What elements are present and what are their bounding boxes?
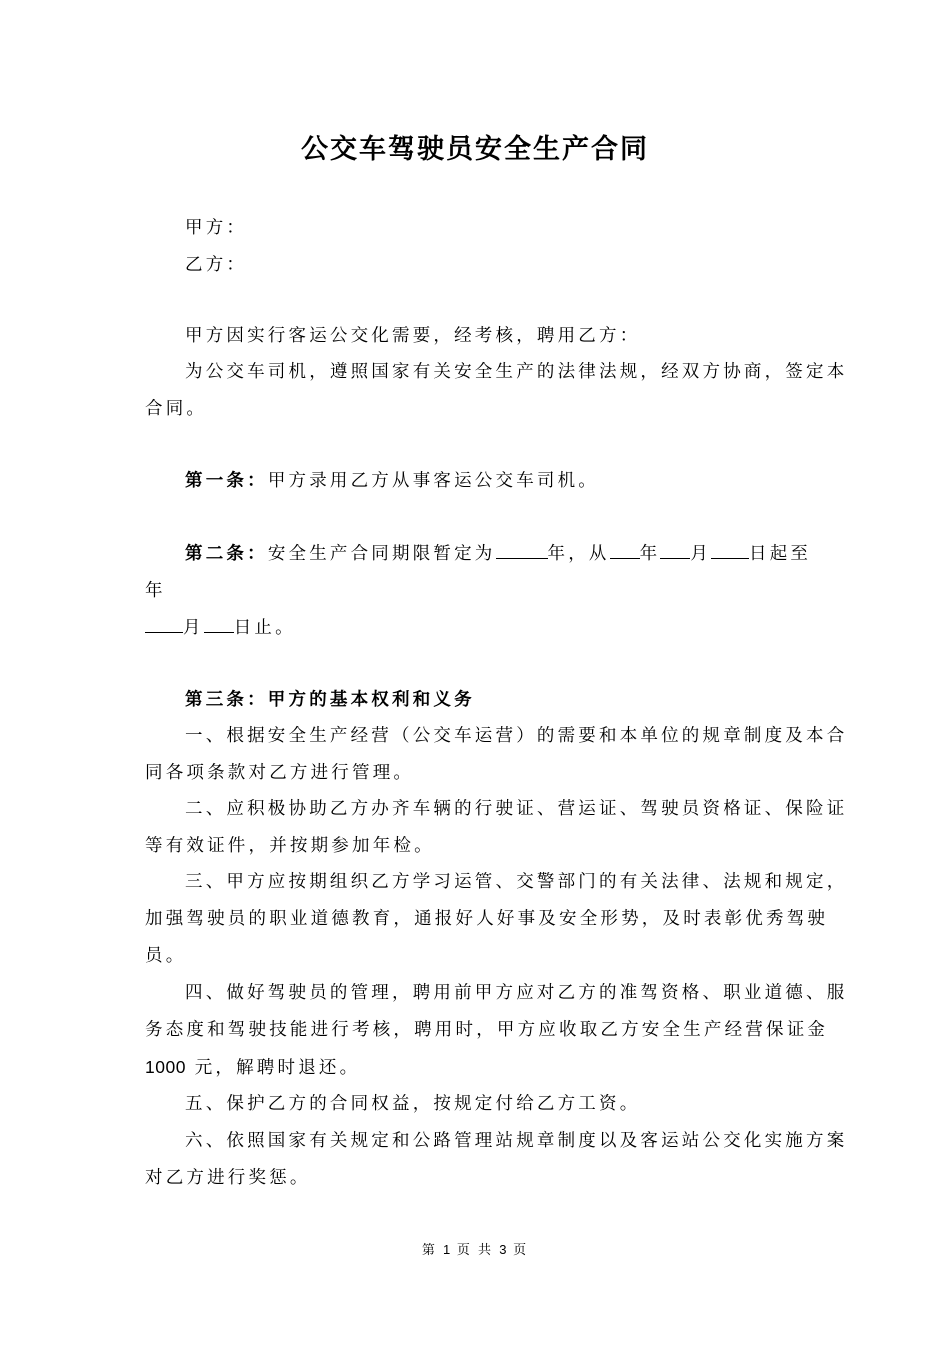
page-footer — [0, 1240, 950, 1261]
article-2-text-e: 日起至 — [749, 544, 812, 564]
item-4-line-3 — [145, 1049, 360, 1087]
item-4-text: 元，解聘时退还。 — [194, 1058, 361, 1078]
article-2-line-1 — [185, 536, 811, 573]
article-2-text-c: 年 — [639, 544, 661, 564]
deposit-amount: 1000 — [145, 1057, 186, 1077]
current-page-number: 1 — [443, 1242, 451, 1257]
item-4-line-1: 四、做好驾驶员的管理，聘用前甲方应对乙方的准驾资格、职业道德、服 — [185, 983, 848, 1003]
article-2-text-g: 日止。 — [233, 618, 296, 638]
blank-field — [145, 614, 183, 633]
article-1-text: 甲方录用乙方从事客运公交车司机。 — [267, 471, 600, 491]
article-2-line-2: 年 — [145, 581, 166, 601]
item-6-line-2: 对乙方进行奖惩。 — [145, 1168, 311, 1188]
blank-field — [204, 614, 234, 633]
article-2-text-b: 年，从 — [547, 544, 610, 564]
article-2-line-3 — [145, 610, 296, 647]
article-2-text-d: 月 — [690, 544, 712, 564]
blank-field — [711, 540, 749, 559]
item-3-line-1: 三、甲方应按期组织乙方学习运管、交警部门的有关法律、法规和规定， — [185, 872, 848, 892]
party-a-label: 甲方： — [185, 218, 248, 238]
intro-line-3: 合同。 — [145, 399, 208, 419]
blank-field — [660, 540, 690, 559]
blank-field — [496, 540, 548, 559]
party-b-label: 乙方： — [185, 255, 248, 275]
footer-suffix: 页 — [513, 1243, 529, 1258]
intro-line-1: 甲方因实行客运公交化需要，经考核，聘用乙方： — [185, 326, 641, 346]
item-2-line-1: 二、应积极协助乙方办齐车辆的行驶证、营运证、驾驶员资格证、保险证 — [185, 799, 848, 819]
item-3-line-3: 员。 — [145, 946, 187, 966]
item-4-line-2: 务态度和驾驶技能进行考核，聘用时，甲方应收取乙方安全生产经营保证金 — [145, 1020, 829, 1040]
item-6-line-1: 六、依照国家有关规定和公路管理站规章制度以及客运站公交化实施方案 — [185, 1131, 848, 1151]
item-5-line-1: 五、保护乙方的合同权益，按规定付给乙方工资。 — [185, 1094, 641, 1114]
blank-field — [610, 540, 640, 559]
item-1-line-1: 一、根据安全生产经营（公交车运营）的需要和本单位的规章制度及本合 — [185, 726, 848, 746]
item-2-line-2: 等有效证件，并按期参加年检。 — [145, 836, 435, 856]
page-title: 公交车驾驶员安全生产合同 — [301, 134, 649, 165]
article-1 — [185, 463, 599, 500]
item-3-line-2: 加强驾驶员的职业道德教育，通报好人好事及安全形势，及时表彰优秀驾驶 — [145, 909, 829, 929]
intro-line-2: 为公交车司机，遵照国家有关安全生产的法律法规，经双方协商，签定本 — [185, 362, 848, 382]
item-1-line-2: 同各项条款对乙方进行管理。 — [145, 763, 415, 783]
article-1-label: 第一条： — [185, 471, 268, 491]
article-2-text-a: 安全生产合同期限暂定为 — [267, 544, 496, 564]
article-2-text-f: 月 — [183, 618, 204, 638]
total-page-number: 3 — [499, 1242, 507, 1257]
footer-prefix: 第 — [421, 1243, 437, 1258]
footer-middle: 页 共 — [456, 1243, 494, 1258]
article-3-heading: 第三条：甲方的基本权利和义务 — [185, 690, 475, 710]
article-2-label: 第二条： — [185, 544, 268, 564]
